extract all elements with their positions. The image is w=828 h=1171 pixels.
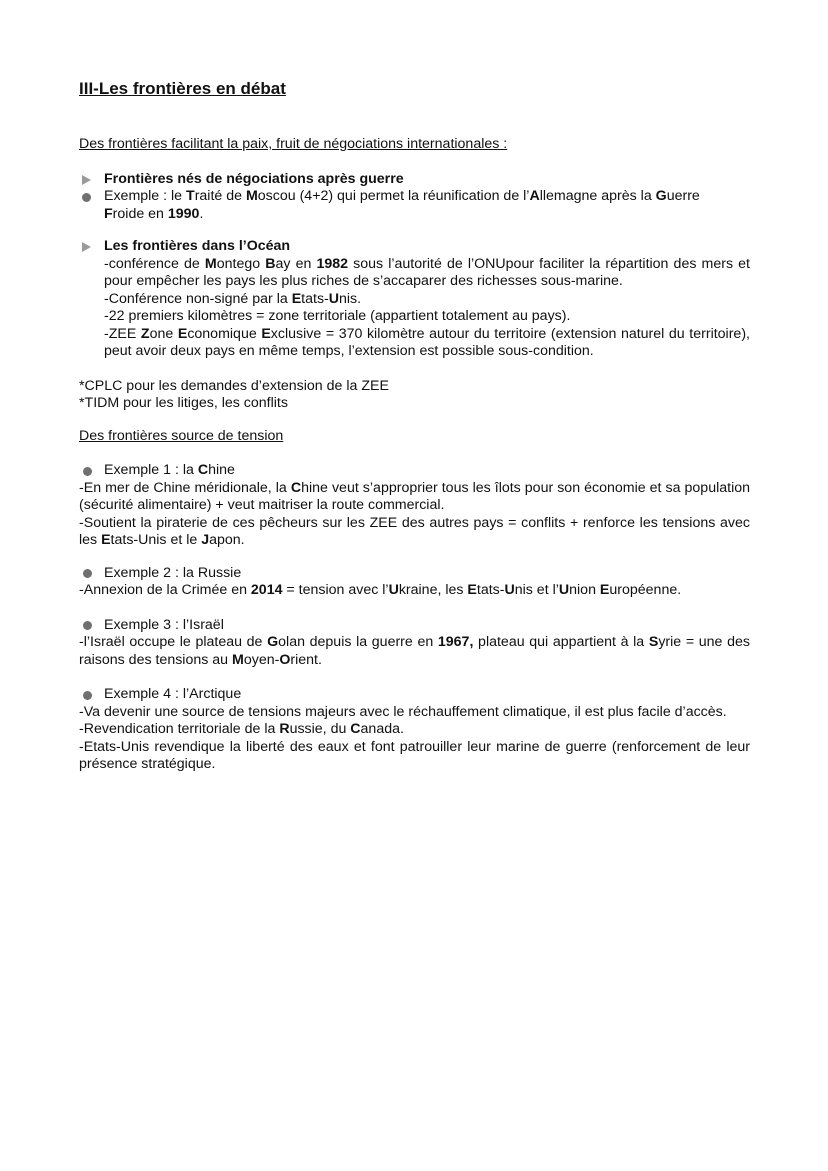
note-cplc: *CPLC pour les demandes d’extension de la ZEE: [79, 377, 389, 394]
circle-bullet-icon: [81, 188, 95, 206]
list-item-ocean: [79, 238, 750, 256]
example-3-heading: Exemple 3 : l’Israël: [79, 617, 750, 635]
item-heading: Les frontières dans l’Océan: [104, 238, 291, 254]
territorial-zone-line: -22 premiers kilomètres = zone territoriale (appartient totalement au pays).: [104, 308, 571, 324]
page-title: III-Les frontières en débat: [79, 79, 286, 98]
section-heading-peace: Des frontières facilitant la paix, fruit de négociations internationales :: [79, 136, 508, 152]
ocean-details: [79, 256, 750, 361]
item-heading: Frontières nés de négociations après guerre: [104, 170, 404, 187]
montego-bay-line: -conférence de Montego Bay en 1982 sous l’autorité de l’ONUpour faciliter la répartition des mers et pour empêcher les pays les plus riches de s’accaparer des richesses sous-marine.: [104, 255, 750, 289]
non-signed-line: -Conférence non-signé par la Etats-Unis.: [104, 290, 362, 307]
russia-paragraph: -Annexion de la Crimée en 2014 = tension avec l’Ukraine, les Etats-Unis et l’Union Européenne.: [79, 582, 682, 598]
example-4-heading: Exemple 4 : l’Arctique: [79, 686, 750, 704]
triangle-bullet-icon: [81, 238, 95, 256]
arctic-paragraph-1: -Va devenir une source de tensions majeurs avec le réchauffement climatique, il est plus facile d’accès.: [79, 703, 727, 720]
example-4-body: [79, 704, 750, 774]
circle-bullet-icon: [81, 686, 95, 704]
circle-bullet-icon: [81, 462, 95, 480]
document-page: [79, 78, 750, 774]
example-3-body: [79, 634, 750, 669]
china-paragraph-1: -En mer de Chine méridionale, la Chine veut s’approprier tous les îlots pour son économie et sa population (sécurité alimentaire) + veut maitriser la route commercial.: [79, 479, 751, 513]
israel-paragraph: -l’Israël occupe le plateau de Golan depuis la guerre en 1967, plateau qui appartient à la Syrie = une des raisons des tensions au Moyen-Orient.: [79, 634, 750, 668]
circle-bullet-icon: [81, 565, 95, 583]
arctic-paragraph-3: -Etats-Unis revendique la liberté des eaux et font patrouiller leur marine de guerre (renforcement de leur présence stratégique.: [79, 738, 750, 772]
example-text: Exemple : le Traité de Moscou (4+2) qui permet la réunification de l’Allemagne après la Guerre Froide en 1990.: [104, 188, 700, 222]
list-item-negotiations: [79, 171, 750, 189]
china-paragraph-2: -Soutient la piraterie de ces pêcheurs sur les ZEE des autres pays = conflits + renforce les tensions avec les Etats-Unis et le Japon.: [79, 514, 750, 548]
list-item-example-moscou: [79, 188, 750, 223]
arctic-paragraph-2: -Revendication territoriale de la Russie, du Canada.: [79, 721, 404, 737]
example-2-body: [79, 582, 750, 600]
zee-line: -ZEE Zone Economique Exclusive = 370 kilomètre autour du territoire (extension naturel du territoire), peut avoir deux pays en même temps, l’extension est possible sous-condition.: [104, 325, 750, 359]
example-1-heading: Exemple 1 : la Chine: [79, 462, 750, 480]
example-1-body: [79, 480, 750, 550]
circle-bullet-icon: [81, 617, 95, 635]
triangle-bullet-icon: [81, 171, 95, 189]
note-tidm: *TIDM pour les litiges, les conflits: [79, 395, 288, 411]
section-heading-tension: Des frontières source de tension: [79, 427, 284, 444]
example-2-heading: Exemple 2 : la Russie: [79, 565, 750, 583]
